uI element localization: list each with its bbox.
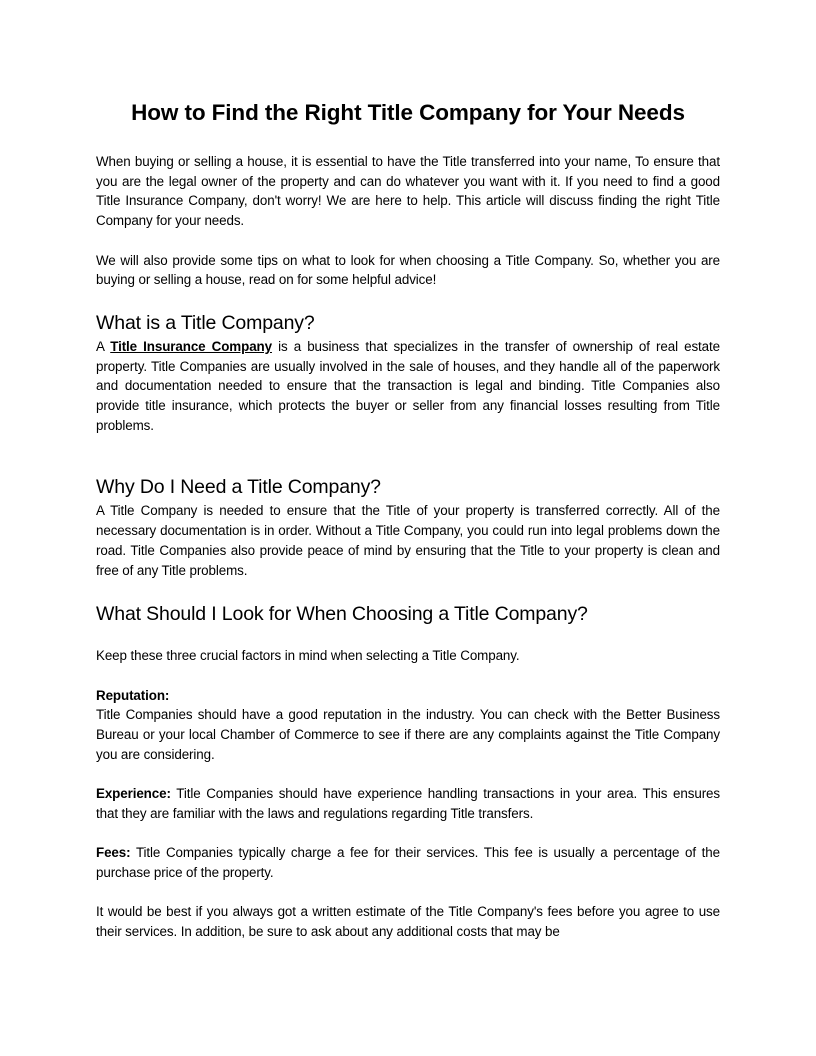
section-heading-why-need: Why Do I Need a Title Company? [96,476,381,499]
document-page [96,96,720,942]
section-why-need-body: A Title Company is needed to ensure that the Title of your property is transferred correctly. All of the necessary documentation is in order. Without a Title Company, you could run into legal problems down the road. Title Companies also provide peace of mind by ensuring that the Title to your property is clean and free of any Title problems. [96,503,720,578]
intro-paragraph-2: We will also provide some tips on what to look for when choosing a Title Company. So, whether you are buying or selling a house, read on for some helpful advice! [96,252,720,288]
fees-label: Fees: [96,845,131,861]
reputation-label [96,686,720,706]
fees-paragraph [96,843,720,882]
section-look-for-intro: Keep these three crucial factors in mind when selecting a Title Company. [96,648,520,664]
reputation-label-text: Reputation: [96,687,170,703]
experience-paragraph [96,784,720,823]
reputation-body: Title Companies should have a good reputation in the industry. You can check with the Better Business Bureau or your local Chamber of Commerce to see if there are any complaints against the Title Company you are considering. [96,707,720,762]
page-title: How to Find the Right Title Company for Your Needs [131,100,685,125]
closing-paragraph: It would be best if you always got a written estimate of the Title Company's fees before you agree to use their services. In addition, be sure to ask about any additional costs that may be [96,904,720,940]
intro-paragraph-1: When buying or selling a house, it is essential to have the Title transferred into your name, To ensure that you are the legal owner of the property and can do whatever you want with it. If you need to find a good Title Insurance Company, don't worry! We are here to help. This article will discuss finding the right Title Company for your needs. [96,154,720,229]
section-heading-what-is: What is a Title Company? [96,311,315,334]
section-heading-what-look-for: What Should I Look for When Choosing a Title Company? [96,603,588,626]
section-what-is-prefix: A [96,338,111,354]
experience-body: Title Companies should have experience handling transactions in your area. This ensures that they are familiar with the laws and regulations regarding Title transfers. [96,786,720,821]
title-insurance-company-link[interactable]: Title Insurance Company [110,338,272,354]
section-what-is-body [96,337,720,436]
section-what-is-text: is a business that specializes in the transfer of ownership of real estate property. Title Companies are usually involved in the sale of houses, and they handle all of the paperwork and documentation needed to ensure that the transaction is legal and binding. Title Companies also provide title insurance, which protects the buyer or seller from any financial losses resulting from Title problems. [96,338,720,433]
experience-label: Experience: [96,786,171,802]
fees-body: Title Companies typically charge a fee for their services. This fee is usually a percentage of the purchase price of the property. [96,845,720,880]
